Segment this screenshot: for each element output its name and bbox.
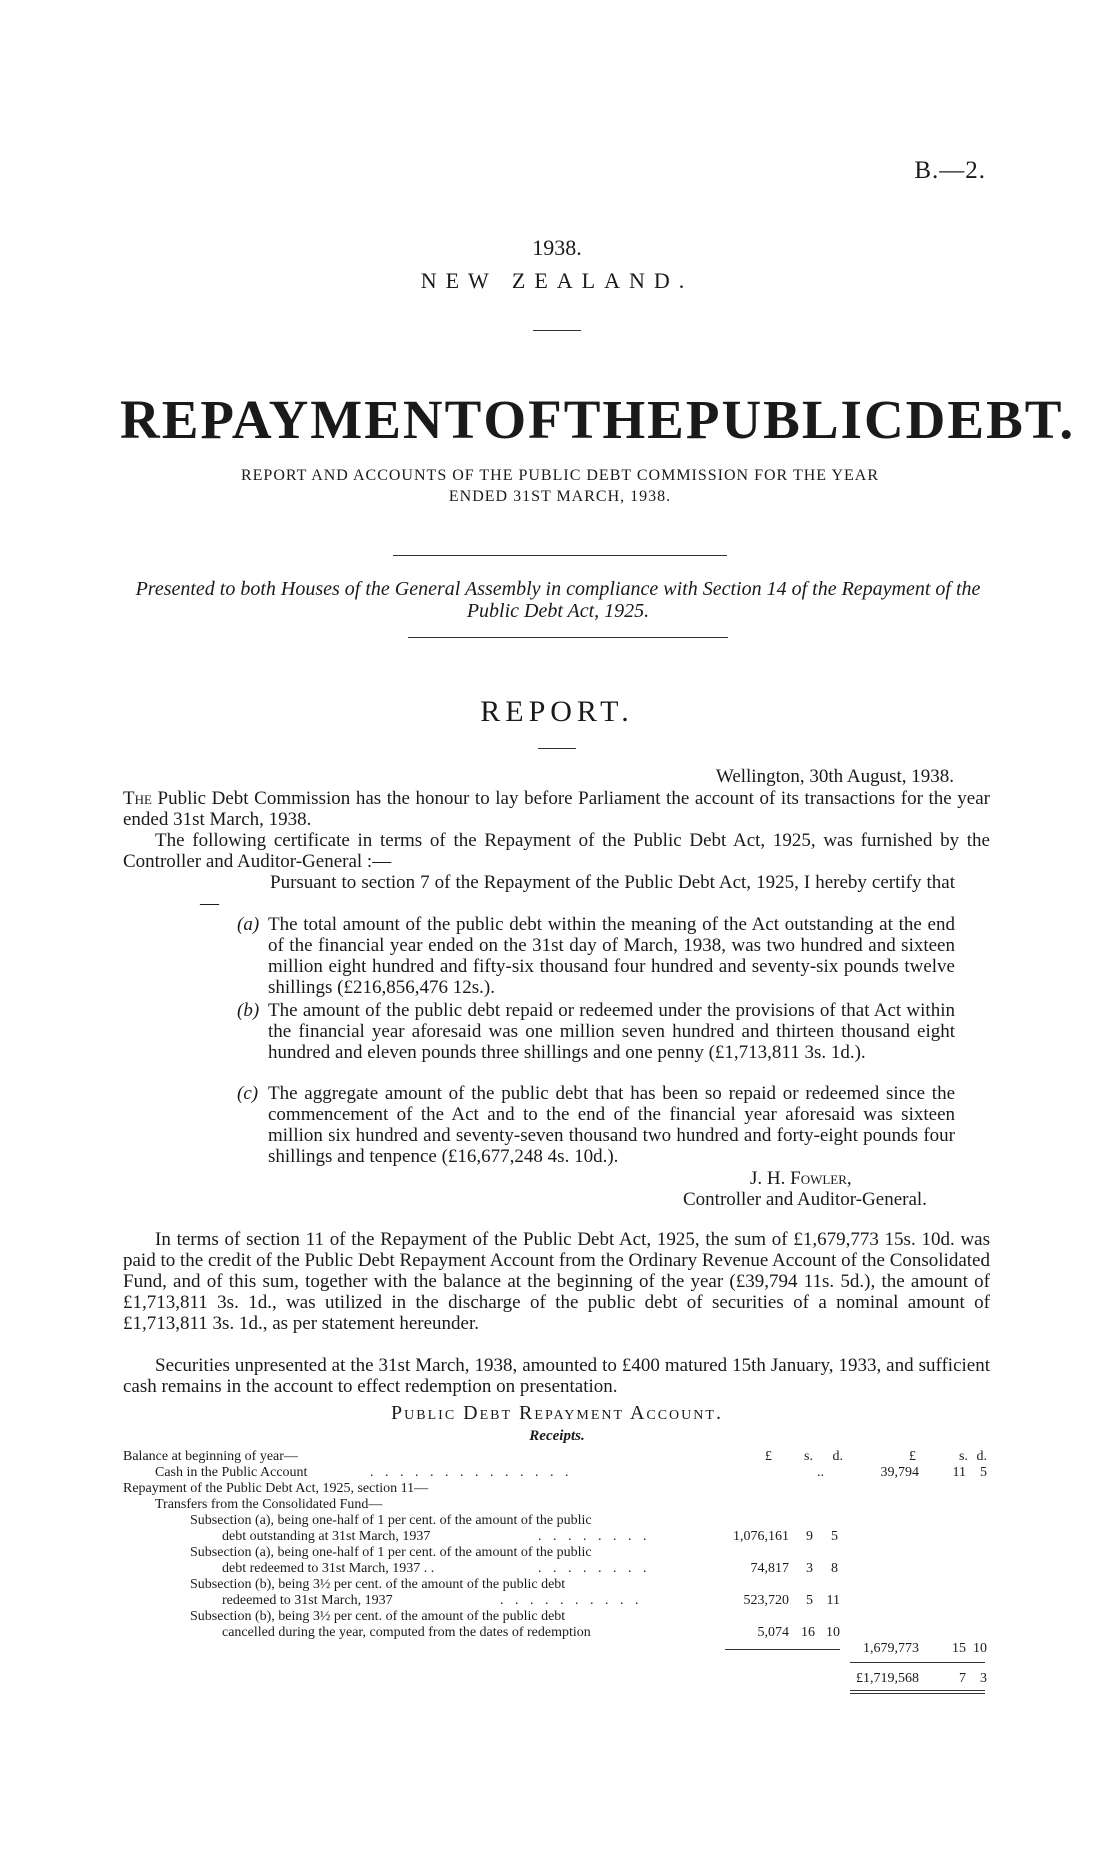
table-row-label: Cash in the Public Account bbox=[155, 1465, 308, 1480]
col-pounds-header-2: £ bbox=[909, 1449, 916, 1464]
table-row-label: Subsection (b), being 3½ per cent. of the amount of the public debt bbox=[190, 1609, 566, 1624]
table-row-label: Repayment of the Public Debt Act, 1925, section 11— bbox=[123, 1481, 429, 1496]
report-paragraph-4: Securities unpresented at the 31st March, 1938, amounted to £400 matured 15th January, 1933, and sufficient cash remains in the account to effect redemption on presentation. bbox=[123, 1355, 990, 1397]
document-year: 1938. bbox=[532, 235, 582, 260]
leader-dots: . . . . . . . . bbox=[538, 1529, 651, 1544]
table-row-label: cancelled during the year, computed from the dates of redemption bbox=[222, 1625, 591, 1640]
title-word: THE bbox=[563, 389, 686, 450]
title-word: REPAYMENT bbox=[120, 389, 484, 450]
total-rule-bottom bbox=[850, 1693, 985, 1694]
table-row-label: Transfers from the Consolidated Fund— bbox=[155, 1497, 383, 1512]
amount-pence: 5 bbox=[831, 1529, 838, 1544]
table-row-label: redeemed to 31st March, 1937 bbox=[222, 1593, 393, 1608]
paragraph-lead-word: The bbox=[123, 788, 152, 809]
amount-pence: 8 bbox=[831, 1561, 838, 1576]
country-heading: NEW ZEALAND. bbox=[420, 268, 694, 293]
presented-line: Presented to both Houses of the General Assembly in compliance with Section 14 of the Repayment of the bbox=[135, 578, 981, 600]
empty-entry-mark: .. bbox=[817, 1465, 824, 1480]
amount-pence: 5 bbox=[980, 1465, 987, 1480]
table-row-label: Subsection (b), being 3½ per cent. of the amount of the public debt bbox=[190, 1577, 566, 1592]
subtotal-pounds: 1,679,773 bbox=[863, 1641, 919, 1656]
subtitle-line: REPORT AND ACCOUNTS OF THE PUBLIC DEBT COMMISSION FOR THE YEAR bbox=[240, 467, 879, 484]
col-shillings-header-2: s. bbox=[959, 1449, 968, 1464]
leader-dots: . . . . . . . . . . bbox=[500, 1593, 643, 1608]
amount-pounds: 1,076,161 bbox=[733, 1529, 789, 1544]
amount-pence: 10 bbox=[826, 1625, 840, 1640]
total-rule-top bbox=[850, 1662, 985, 1663]
receipts-subheading: Receipts. bbox=[529, 1428, 585, 1444]
col-shillings-header-1: s. bbox=[804, 1449, 813, 1464]
item-text: The amount of the public debt repaid or redeemed under the provisions of that Act within the financial year aforesaid was one million seven hundred and thirteen thousand eight hundred and eleven pounds three shillings and one penny (£1,713,811 3s. 1d.). bbox=[268, 1000, 955, 1063]
table-row-label: debt redeemed to 31st March, 1937 . . bbox=[222, 1561, 435, 1576]
col-pence-header-1: d. bbox=[832, 1449, 843, 1464]
parliamentary-reference: B.—2. bbox=[914, 157, 986, 184]
item-text: The aggregate amount of the public debt that has been so repaid or redeemed since the commencement of the Act and to the end of the financial year aforesaid was sixteen million six hundred and seventy-seven thousand two hundred and forty-eight pounds four shillings and tenpence (£16,677,248 4s. 10d.). bbox=[268, 1083, 955, 1167]
table-row-label: Subsection (a), being one-half of 1 per cent. of the amount of the public bbox=[190, 1545, 592, 1560]
report-paragraph-3: In terms of section 11 of the Repayment of the Public Debt Act, 1925, the sum of £1,679,773 15s. 10d. was paid to the credit of the Public Debt Repayment Account from the Ordinary Revenue Account of the Consolidated Fund, and of this sum, together with the balance at the beginning of the year (£39,794 11s. 5d.), the amount of £1,713,811 3s. 1d., was utilized in the discharge of the public debt of securities of a nominal amount of £1,713,811 3s. 1d., as per statement hereunder. bbox=[123, 1229, 990, 1334]
table-row-label: Subsection (a), being one-half of 1 per cent. of the amount of the public bbox=[190, 1513, 592, 1528]
amount-pounds: 5,074 bbox=[757, 1625, 789, 1640]
signatory-initials: J. H. bbox=[750, 1168, 791, 1189]
signatory-title: Controller and Auditor-General. bbox=[683, 1189, 927, 1210]
amount-pounds: 74,817 bbox=[750, 1561, 789, 1576]
table-row-label: debt outstanding at 31st March, 1937 bbox=[222, 1529, 431, 1544]
leader-dots: . . . . . . . . bbox=[538, 1561, 651, 1576]
report-heading: REPORT. bbox=[480, 695, 634, 728]
amount-pounds: 39,794 bbox=[880, 1465, 919, 1480]
item-label: (b) bbox=[237, 1000, 260, 1021]
paragraph-text: Public Debt Commission has the honour to lay before Parliament the account of its transactions for the year ended 31st March, 1938. bbox=[123, 788, 990, 830]
leader-dots: . . . . . . . . . . . . . . bbox=[370, 1465, 573, 1480]
item-label: (c) bbox=[237, 1083, 259, 1104]
total-pounds: £1,719,568 bbox=[856, 1671, 919, 1686]
certificate-intro: Pursuant to section 7 of the Repayment of the Public Debt Act, 1925, I hereby certify that— bbox=[200, 872, 955, 914]
title-word: DEBT. bbox=[905, 389, 1076, 450]
place-date: Wellington, 30th August, 1938. bbox=[715, 766, 954, 787]
title-word: OF bbox=[483, 389, 564, 450]
amount-shillings: 11 bbox=[952, 1465, 966, 1480]
table-row-label: Balance at beginning of year— bbox=[123, 1449, 298, 1464]
col-pounds-header-1: £ bbox=[765, 1449, 772, 1464]
item-text: The total amount of the public debt within the meaning of the Act outstanding at the end of the financial year ended on the 31st day of March, 1938, was two hundred and sixteen million eight hundred and fifty-six thousand four hundred and seventy-six pounds twelve shillings (£216,856,476 12s.). bbox=[268, 914, 955, 998]
total-pence: 3 bbox=[980, 1671, 987, 1686]
subtitle-line: ENDED 31ST MARCH, 1938. bbox=[448, 488, 672, 505]
signatory-surname: Fowler, bbox=[790, 1168, 852, 1189]
amount-pence: 11 bbox=[826, 1593, 840, 1608]
total-shillings: 7 bbox=[959, 1671, 966, 1686]
subtotal-shillings: 15 bbox=[952, 1641, 966, 1656]
report-paragraph-2: The following certificate in terms of the Repayment of the Public Debt Act, 1925, was furnished by the Controller and Auditor-General :— bbox=[123, 830, 990, 872]
item-label: (a) bbox=[237, 914, 260, 935]
amount-shillings: 16 bbox=[801, 1625, 815, 1640]
amount-shillings: 9 bbox=[806, 1529, 813, 1544]
total-rule-bottom bbox=[850, 1690, 985, 1691]
subtotal-rule bbox=[725, 1649, 840, 1650]
amount-shillings: 3 bbox=[806, 1561, 813, 1576]
amount-pounds: 523,720 bbox=[743, 1593, 789, 1608]
account-heading: Public Debt Repayment Account. bbox=[391, 1402, 723, 1424]
presented-line: Public Debt Act, 1925. bbox=[466, 600, 650, 622]
col-pence-header-2: d. bbox=[976, 1449, 987, 1464]
amount-shillings: 5 bbox=[806, 1593, 813, 1608]
subtotal-pence: 10 bbox=[973, 1641, 987, 1656]
title-word: PUBLIC bbox=[685, 389, 906, 450]
